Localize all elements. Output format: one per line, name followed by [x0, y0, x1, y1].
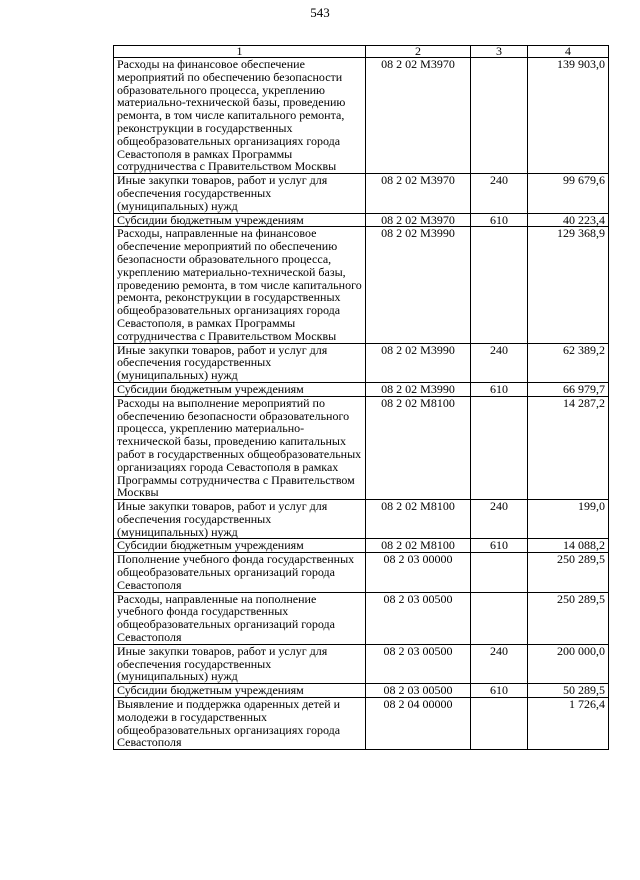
row-name-cell: Иные закупки товаров, работ и услуг для обеспечения государственных (муниципальных) нужд [114, 343, 366, 382]
row-amount-cell: 250 289,5 [528, 553, 609, 592]
column-header-type: 3 [471, 46, 528, 58]
row-type-cell: 240 [471, 644, 528, 683]
row-amount-cell: 14 287,2 [528, 396, 609, 499]
row-type-cell: 610 [471, 213, 528, 227]
row-code-cell: 08 2 02 М3970 [366, 174, 471, 213]
table-row [114, 343, 609, 382]
row-code-cell: 08 2 03 00500 [366, 644, 471, 683]
row-amount-cell: 199,0 [528, 500, 609, 539]
table-row [114, 213, 609, 227]
row-amount-cell: 139 903,0 [528, 58, 609, 174]
row-amount-cell: 200 000,0 [528, 644, 609, 683]
row-type-cell: 610 [471, 684, 528, 698]
row-amount-cell: 1 726,4 [528, 698, 609, 750]
table-row [114, 553, 609, 592]
column-header-code: 2 [366, 46, 471, 58]
row-type-cell [471, 592, 528, 644]
table-row [114, 644, 609, 683]
row-type-cell: 610 [471, 539, 528, 553]
row-code-cell: 08 2 03 00500 [366, 684, 471, 698]
budget-table [113, 45, 609, 750]
row-name-cell: Субсидии бюджетным учреждениям [114, 684, 366, 698]
table-row [114, 396, 609, 499]
row-name-cell: Расходы, направленные на финансовое обеспечение мероприятий по обеспечению безопасности образовательного процесса, укреплению материально-технической базы, проведению ремонта, в том числе капитального ремонта, реконструкции в государственных общеобразовательных организациях города Севастополя, в рамках Программы сотрудничества с Правительством Москвы [114, 227, 366, 343]
row-name-cell: Иные закупки товаров, работ и услуг для обеспечения государственных (муниципальных) нужд [114, 644, 366, 683]
row-type-cell: 610 [471, 382, 528, 396]
row-code-cell: 08 2 02 М3990 [366, 343, 471, 382]
row-name-cell: Иные закупки товаров, работ и услуг для обеспечения государственных (муниципальных) нужд [114, 500, 366, 539]
row-amount-cell: 129 368,9 [528, 227, 609, 343]
row-type-cell [471, 227, 528, 343]
column-header-name: 1 [114, 46, 366, 58]
table-row [114, 592, 609, 644]
row-name-cell: Субсидии бюджетным учреждениям [114, 213, 366, 227]
row-type-cell [471, 58, 528, 174]
row-code-cell: 08 2 02 М3990 [366, 382, 471, 396]
row-type-cell [471, 396, 528, 499]
row-type-cell: 240 [471, 343, 528, 382]
table-row [114, 684, 609, 698]
row-type-cell: 240 [471, 174, 528, 213]
row-name-cell: Расходы на выполнение мероприятий по обеспечению безопасности образовательного процесса, укреплению материально-технической базы, проведению капитальных работ в государственных общеобразовательных организациях города Севастополя в рамках Программы сотрудничества с Правительством Москвы [114, 396, 366, 499]
row-name-cell: Расходы на финансовое обеспечение мероприятий по обеспечению безопасности образовательного процесса, укреплению материально-технической базы, проведению ремонта, в том числе капитального ремонта, реконструкции в государственных общеобразовательных организациях города Севастополя в рамках Программы сотрудничества с Правительством Москвы [114, 58, 366, 174]
column-header-amount: 4 [528, 46, 609, 58]
row-amount-cell: 14 088,2 [528, 539, 609, 553]
row-amount-cell: 99 679,6 [528, 174, 609, 213]
table-row [114, 174, 609, 213]
row-amount-cell: 62 389,2 [528, 343, 609, 382]
row-type-cell: 240 [471, 500, 528, 539]
row-name-cell: Расходы, направленные на пополнение учебного фонда государственных общеобразовательных организаций города Севастополя [114, 592, 366, 644]
row-code-cell: 08 2 03 00000 [366, 553, 471, 592]
row-amount-cell: 50 289,5 [528, 684, 609, 698]
row-code-cell: 08 2 02 М3970 [366, 213, 471, 227]
row-amount-cell: 250 289,5 [528, 592, 609, 644]
table-row [114, 227, 609, 343]
row-code-cell: 08 2 03 00500 [366, 592, 471, 644]
row-name-cell: Субсидии бюджетным учреждениям [114, 382, 366, 396]
row-type-cell [471, 698, 528, 750]
row-name-cell: Выявление и поддержка одаренных детей и молодежи в государственных общеобразовательных организациях города Севастополя [114, 698, 366, 750]
row-code-cell: 08 2 02 М3970 [366, 58, 471, 174]
table-row [114, 500, 609, 539]
table-row [114, 58, 609, 174]
row-amount-cell: 40 223,4 [528, 213, 609, 227]
table-row [114, 698, 609, 750]
table-row [114, 539, 609, 553]
row-code-cell: 08 2 02 М8100 [366, 396, 471, 499]
page-number: 543 [310, 5, 330, 20]
row-name-cell: Пополнение учебного фонда государственных общеобразовательных организаций города Севастополя [114, 553, 366, 592]
row-amount-cell: 66 979,7 [528, 382, 609, 396]
header-row [114, 46, 609, 58]
row-code-cell: 08 2 04 00000 [366, 698, 471, 750]
row-name-cell: Субсидии бюджетным учреждениям [114, 539, 366, 553]
row-code-cell: 08 2 02 М8100 [366, 539, 471, 553]
row-code-cell: 08 2 02 М8100 [366, 500, 471, 539]
table-row [114, 382, 609, 396]
row-name-cell: Иные закупки товаров, работ и услуг для обеспечения государственных (муниципальных) нужд [114, 174, 366, 213]
row-type-cell [471, 553, 528, 592]
table-body [114, 58, 609, 750]
row-code-cell: 08 2 02 М3990 [366, 227, 471, 343]
